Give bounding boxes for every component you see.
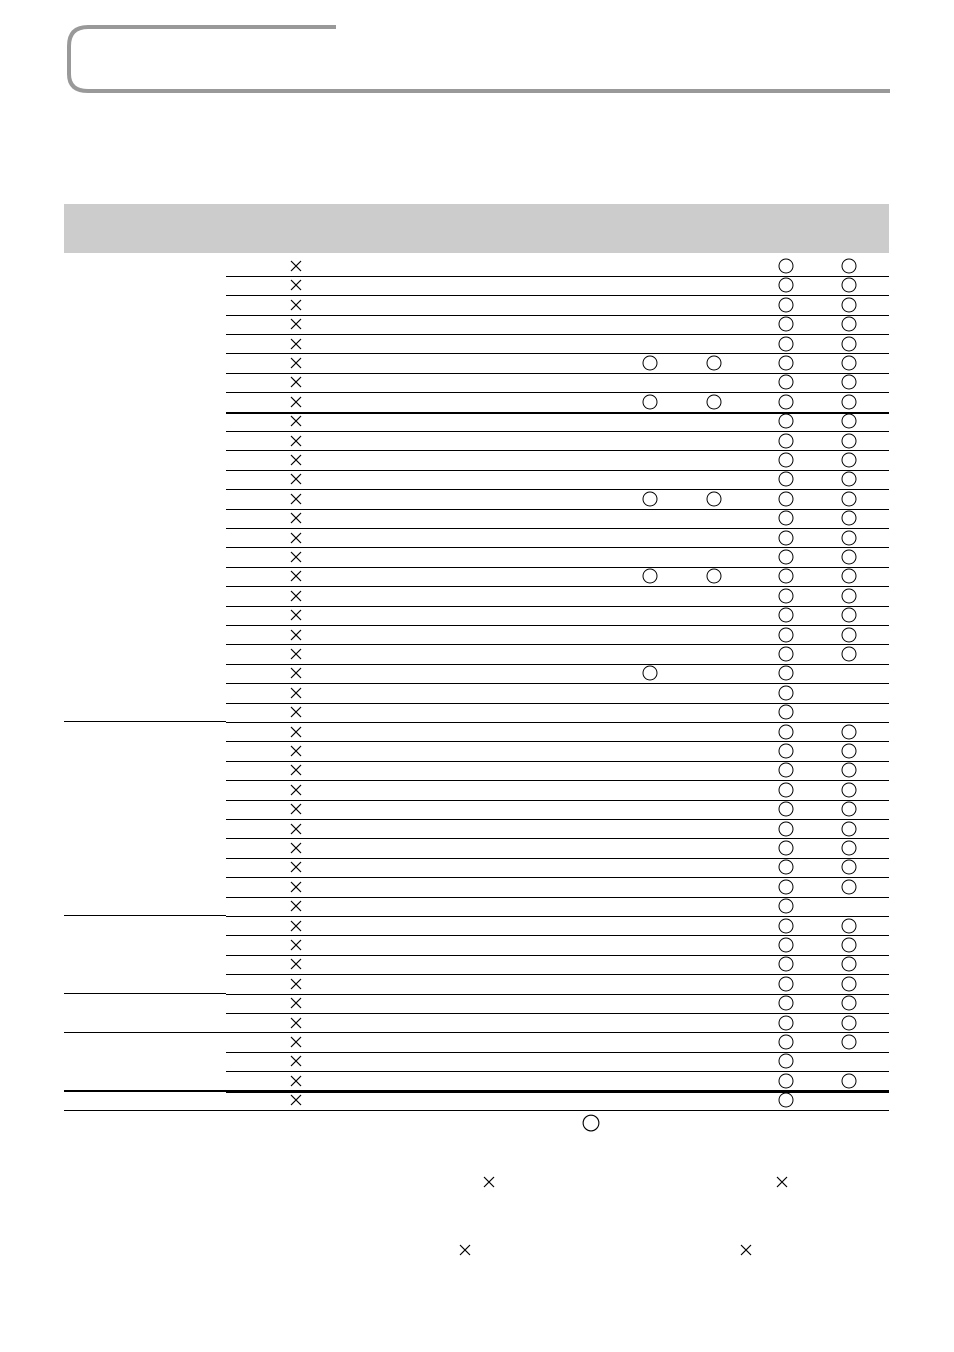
circle-icon bbox=[841, 782, 857, 798]
circle-icon bbox=[841, 316, 857, 332]
circle-icon bbox=[841, 471, 857, 487]
cross-icon bbox=[289, 1093, 303, 1107]
circle-icon bbox=[778, 1073, 794, 1089]
circle-icon bbox=[841, 277, 857, 293]
circle-icon bbox=[841, 976, 857, 992]
circle-icon bbox=[841, 646, 857, 662]
circle-icon bbox=[778, 879, 794, 895]
circle-icon bbox=[841, 859, 857, 875]
circle-icon bbox=[778, 530, 794, 546]
circle-icon bbox=[778, 413, 794, 429]
cross-icon bbox=[289, 317, 303, 331]
cross-icon bbox=[289, 1016, 303, 1030]
table-row bbox=[64, 1091, 889, 1111]
group-divider bbox=[64, 915, 226, 916]
circle-icon bbox=[642, 665, 658, 681]
circle-icon bbox=[642, 491, 658, 507]
circle-icon bbox=[841, 297, 857, 313]
circle-icon bbox=[778, 355, 794, 371]
circle-icon bbox=[778, 743, 794, 759]
circle-icon bbox=[841, 607, 857, 623]
circle-icon bbox=[841, 821, 857, 837]
circle-icon bbox=[778, 1053, 794, 1069]
circle-icon bbox=[841, 394, 857, 410]
circle-icon bbox=[778, 297, 794, 313]
circle-icon bbox=[778, 665, 794, 681]
cross-icon bbox=[289, 860, 303, 874]
circle-icon bbox=[778, 762, 794, 778]
cross-icon bbox=[289, 880, 303, 894]
cross-icon bbox=[458, 1243, 472, 1257]
cross-icon bbox=[289, 725, 303, 739]
circle-icon bbox=[841, 491, 857, 507]
circle-icon bbox=[778, 277, 794, 293]
cross-icon bbox=[289, 434, 303, 448]
cross-icon bbox=[289, 919, 303, 933]
circle-icon bbox=[841, 1015, 857, 1031]
cross-icon bbox=[289, 822, 303, 836]
cross-icon bbox=[289, 686, 303, 700]
cross-icon bbox=[289, 666, 303, 680]
cross-icon bbox=[289, 298, 303, 312]
cross-icon bbox=[289, 531, 303, 545]
circle-icon bbox=[778, 394, 794, 410]
circle-icon bbox=[778, 859, 794, 875]
circle-icon bbox=[841, 433, 857, 449]
circle-icon bbox=[841, 452, 857, 468]
circle-icon bbox=[778, 995, 794, 1011]
circle-icon bbox=[642, 568, 658, 584]
cross-icon bbox=[289, 492, 303, 506]
circle-icon bbox=[841, 530, 857, 546]
cross-icon bbox=[289, 278, 303, 292]
cross-icon bbox=[289, 1035, 303, 1049]
cross-icon bbox=[775, 1175, 789, 1189]
circle-icon bbox=[778, 1092, 794, 1108]
cross-icon bbox=[482, 1175, 496, 1189]
circle-icon bbox=[841, 374, 857, 390]
circle-icon bbox=[778, 918, 794, 934]
circle-icon bbox=[778, 782, 794, 798]
cross-icon bbox=[289, 802, 303, 816]
circle-icon bbox=[841, 762, 857, 778]
circle-icon bbox=[778, 646, 794, 662]
circle-icon bbox=[841, 937, 857, 953]
cross-icon bbox=[289, 550, 303, 564]
circle-icon bbox=[642, 355, 658, 371]
circle-icon bbox=[778, 685, 794, 701]
cross-icon bbox=[289, 977, 303, 991]
cross-icon bbox=[289, 957, 303, 971]
circle-icon bbox=[778, 1034, 794, 1050]
circle-icon bbox=[706, 568, 722, 584]
cross-icon bbox=[289, 763, 303, 777]
circle-icon bbox=[778, 937, 794, 953]
cross-icon bbox=[289, 414, 303, 428]
circle-icon bbox=[841, 743, 857, 759]
circle-icon bbox=[778, 956, 794, 972]
cross-icon bbox=[289, 899, 303, 913]
cross-icon bbox=[289, 1074, 303, 1088]
circle-icon bbox=[778, 607, 794, 623]
circle-icon bbox=[778, 452, 794, 468]
circle-icon bbox=[778, 840, 794, 856]
circle-icon bbox=[778, 374, 794, 390]
circle-icon bbox=[706, 394, 722, 410]
cross-icon bbox=[289, 569, 303, 583]
group-divider bbox=[64, 721, 226, 722]
cross-icon bbox=[289, 511, 303, 525]
cross-icon bbox=[289, 589, 303, 603]
circle-icon bbox=[841, 336, 857, 352]
cross-icon bbox=[289, 938, 303, 952]
circle-icon bbox=[642, 394, 658, 410]
circle-icon bbox=[778, 821, 794, 837]
cross-icon bbox=[289, 472, 303, 486]
group-divider bbox=[64, 1032, 226, 1033]
circle-icon bbox=[841, 588, 857, 604]
circle-icon bbox=[841, 879, 857, 895]
circle-icon bbox=[778, 724, 794, 740]
circle-icon bbox=[706, 491, 722, 507]
cross-icon bbox=[289, 841, 303, 855]
cross-icon bbox=[289, 647, 303, 661]
circle-icon bbox=[778, 1015, 794, 1031]
cross-icon bbox=[289, 356, 303, 370]
circle-icon bbox=[582, 1114, 600, 1132]
circle-icon bbox=[778, 801, 794, 817]
cross-icon bbox=[289, 996, 303, 1010]
circle-icon bbox=[841, 1034, 857, 1050]
cross-icon bbox=[289, 1054, 303, 1068]
circle-icon bbox=[778, 258, 794, 274]
cross-icon bbox=[289, 744, 303, 758]
group-divider bbox=[64, 993, 226, 994]
circle-icon bbox=[778, 898, 794, 914]
circle-icon bbox=[841, 1073, 857, 1089]
circle-icon bbox=[778, 568, 794, 584]
circle-icon bbox=[706, 355, 722, 371]
cross-icon bbox=[289, 628, 303, 642]
circle-icon bbox=[841, 549, 857, 565]
circle-icon bbox=[778, 433, 794, 449]
circle-icon bbox=[841, 627, 857, 643]
circle-icon bbox=[841, 355, 857, 371]
circle-icon bbox=[841, 840, 857, 856]
cross-icon bbox=[289, 783, 303, 797]
circle-icon bbox=[778, 588, 794, 604]
cross-icon bbox=[289, 395, 303, 409]
cross-icon bbox=[739, 1243, 753, 1257]
circle-icon bbox=[841, 568, 857, 584]
circle-icon bbox=[778, 627, 794, 643]
circle-icon bbox=[778, 316, 794, 332]
circle-icon bbox=[841, 918, 857, 934]
circle-icon bbox=[841, 956, 857, 972]
cross-icon bbox=[289, 375, 303, 389]
cross-icon bbox=[289, 705, 303, 719]
cross-icon bbox=[289, 608, 303, 622]
circle-icon bbox=[841, 995, 857, 1011]
cross-icon bbox=[289, 453, 303, 467]
circle-icon bbox=[841, 258, 857, 274]
cross-icon bbox=[289, 259, 303, 273]
circle-icon bbox=[778, 549, 794, 565]
circle-icon bbox=[778, 976, 794, 992]
circle-icon bbox=[778, 704, 794, 720]
circle-icon bbox=[778, 336, 794, 352]
circle-icon bbox=[841, 724, 857, 740]
circle-icon bbox=[778, 491, 794, 507]
circle-icon bbox=[841, 413, 857, 429]
circle-icon bbox=[841, 801, 857, 817]
circle-icon bbox=[778, 510, 794, 526]
circle-icon bbox=[841, 510, 857, 526]
cross-icon bbox=[289, 337, 303, 351]
circle-icon bbox=[778, 471, 794, 487]
